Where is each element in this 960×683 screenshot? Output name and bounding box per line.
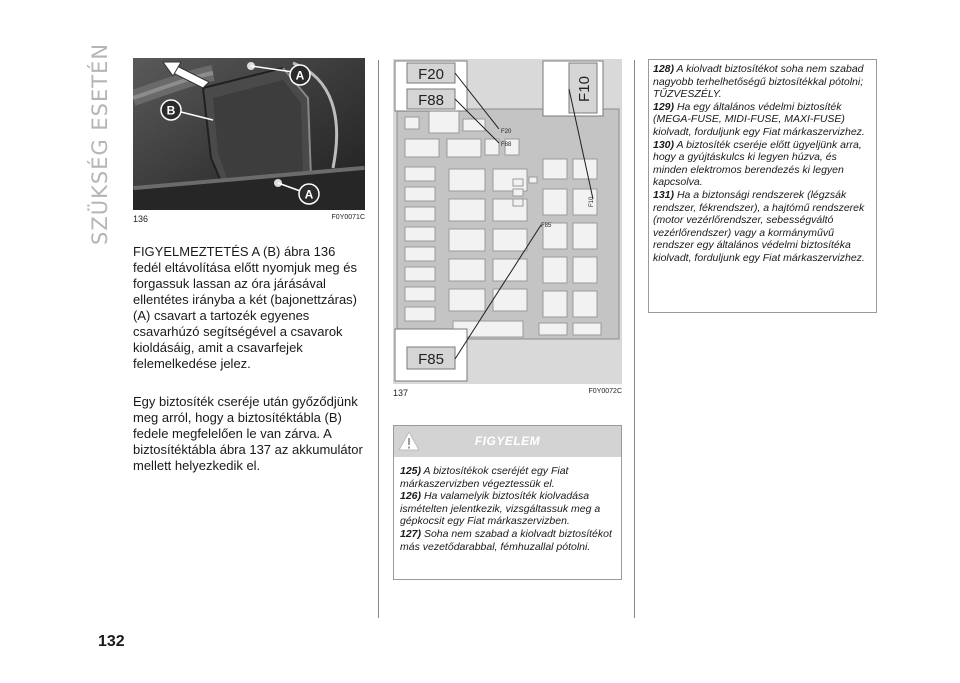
svg-text:F85: F85 bbox=[418, 351, 444, 368]
note-item: 128) A kiolvadt biztosítékot soha nem szabad nagyobb terhelhetőségű biztosítékkal pótolni; TŰZVESZÉLY. bbox=[653, 63, 864, 101]
warning-box bbox=[393, 425, 622, 580]
column-divider-right bbox=[634, 60, 635, 618]
figure-137-number: 137 bbox=[393, 388, 409, 398]
svg-text:F10: F10 bbox=[576, 76, 593, 102]
warning-header bbox=[394, 426, 621, 457]
figure-137-code: F0Y0072C bbox=[588, 388, 622, 395]
figure-137-image bbox=[393, 59, 622, 384]
warning-title: FIGYELEM bbox=[474, 434, 541, 448]
warning-note: 126) Ha valamelyik biztosíték kiolvadása ismételten jelentkezik, vizsgáltassuk meg a gépkocsit egy Fiat márkaszervizben. bbox=[400, 490, 601, 528]
callout-a-top bbox=[290, 65, 310, 85]
svg-text:A: A bbox=[304, 187, 314, 202]
figure-136-code: F0Y0071C bbox=[331, 214, 365, 221]
callout-a-bottom bbox=[299, 184, 319, 204]
left-paragraph-2: Egy biztosíték cseréje után győződjünk meg arról, hogy a biztosítéktábla (B) fedele megfelelően le van zárva. A biztosítéktábla ábra 137 az akkumulátor mellett helyezkedik el. bbox=[133, 394, 363, 473]
callout-b bbox=[161, 100, 181, 120]
svg-text:F88: F88 bbox=[501, 142, 512, 148]
figure-136-number: 136 bbox=[133, 214, 149, 224]
section-title: SZÜKSÉG ESETÉN bbox=[88, 42, 112, 245]
svg-text:F88: F88 bbox=[418, 92, 444, 109]
inset-f85 bbox=[395, 329, 467, 381]
page-number: 132 bbox=[98, 633, 125, 650]
note-item: 131) Ha a biztonsági rendszerek (légzsák rendszer, fékrendszer), a hajtómű rendszerek (motor vezérlőrendszer, sebességváltó vezérlőrendszer) vagy a kormányművű rendszer egy általános védelmi biztosítéka kiolvadt, forduljunk egy Fiat márkaszervizhez. bbox=[653, 188, 865, 264]
note-item: 130) A biztosíték cseréje előtt ügyeljünk arra, hogy a gyújtáskulcs ki legyen húzva, és minden elektromos berendezés ki legyen kapcsolva. bbox=[653, 138, 862, 189]
figure-136-image bbox=[133, 58, 365, 210]
svg-text:F10: F10 bbox=[589, 196, 595, 207]
svg-text:B: B bbox=[166, 103, 176, 118]
svg-text:F20: F20 bbox=[418, 66, 444, 83]
svg-text:F85: F85 bbox=[541, 223, 552, 229]
svg-text:F20: F20 bbox=[501, 129, 512, 135]
note-item: 129) Ha egy általános védelmi biztosíték (MEGA-FUSE, MIDI-FUSE, MAXI-FUSE) kiolvadt, forduljunk egy Fiat márkaszervizhez. bbox=[653, 100, 865, 138]
column-divider-left bbox=[378, 60, 379, 618]
svg-text:A: A bbox=[295, 68, 305, 83]
inset-f20-f88 bbox=[395, 61, 467, 111]
figure-137-caption bbox=[393, 388, 622, 400]
notes-box-right bbox=[648, 59, 877, 313]
warning-note: 125) A biztosítékok cseréjét egy Fiat márkaszervizben végeztessük el. bbox=[400, 465, 569, 490]
left-paragraph-1: FIGYELMEZTETÉS A (B) ábra 136 fedél eltávolítása előtt nyomjuk meg és forgassuk lassan az óra járásával ellentétes irányba a két (bajonettzáras) (A) csavart a tartozék egyenes csavarhúzó segítségével a csavarok kioldásáig, amit a csavarfejek felemelkedése jelez. bbox=[133, 244, 358, 371]
figure-136-caption bbox=[133, 214, 365, 226]
warning-note: 127) Soha nem szabad a kiolvadt biztosítékot más vezetődarabbal, fémhuzallal pótolni. bbox=[400, 527, 612, 553]
